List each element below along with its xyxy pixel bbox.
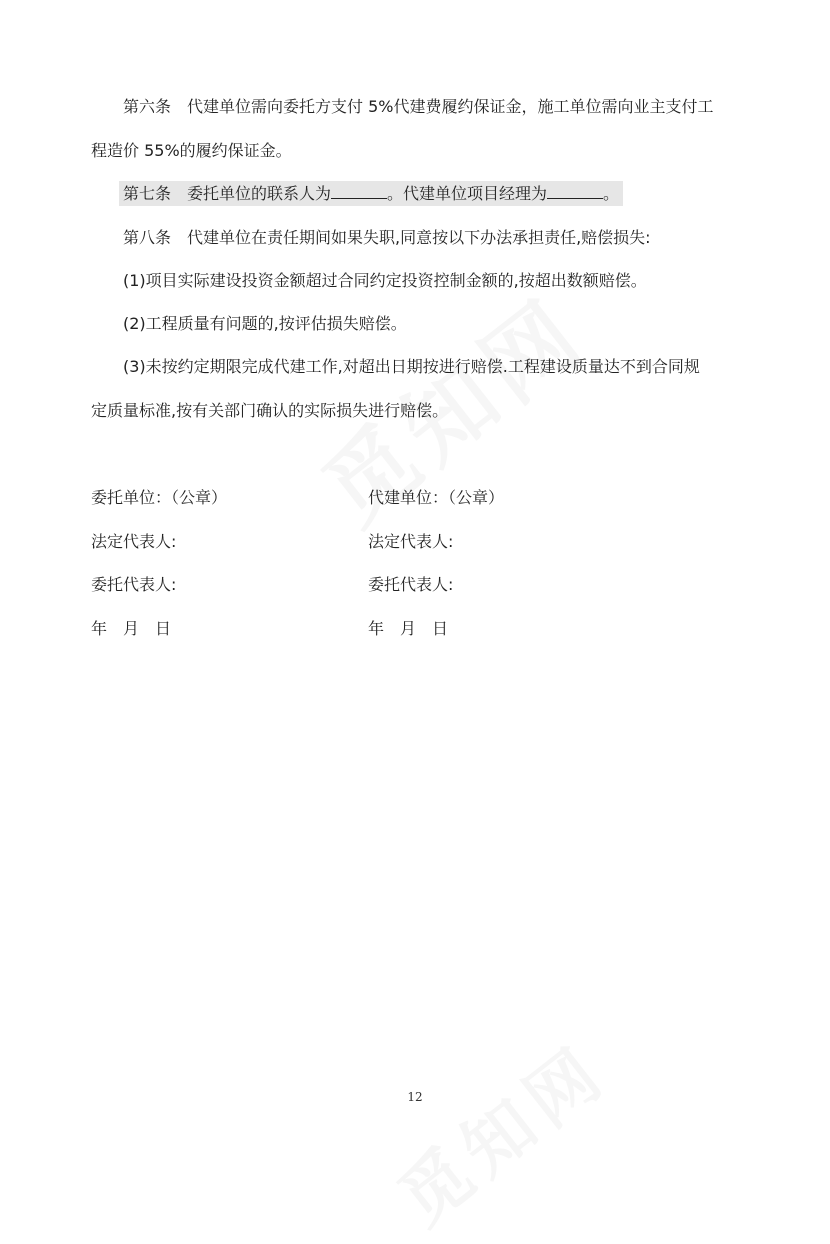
article-8-item-3-line-2: 定质量标准,按有关部门确认的实际损失进行赔偿。 bbox=[91, 401, 449, 420]
client-unit-seal: 委托单位：（公章） bbox=[91, 488, 228, 507]
article-7-part-3: 。 bbox=[603, 184, 620, 203]
contact-blank bbox=[331, 184, 387, 199]
agent-unit-seal: 代建单位：（公章） bbox=[368, 488, 505, 507]
article-7-highlight bbox=[119, 181, 623, 206]
article-6-line-1: 第六条 代建单位需向委托方支付 5%代建费履约保证金，施工单位需向业主支付工 bbox=[123, 97, 714, 116]
client-authorized-representative: 委托代表人: bbox=[91, 575, 177, 594]
article-7-part-2: 。代建单位项目经理为 bbox=[387, 184, 548, 203]
agent-date: 年 月 日 bbox=[368, 619, 449, 638]
article-7-part-1: 第七条 委托单位的联系人为 bbox=[123, 184, 332, 203]
article-8-item-3-line-1: (3)未按约定期限完成代建工作,对超出日期按进行赔偿.工程建设质量达不到合同规 bbox=[123, 357, 700, 376]
agent-authorized-representative: 委托代表人: bbox=[368, 575, 454, 594]
client-legal-representative: 法定代表人: bbox=[91, 532, 177, 551]
page-number: 12 bbox=[407, 1090, 423, 1104]
article-7 bbox=[123, 184, 623, 204]
agent-legal-representative: 法定代表人: bbox=[368, 532, 454, 551]
manager-blank bbox=[547, 184, 603, 199]
article-8-intro: 第八条 代建单位在责任期间如果失职,同意按以下办法承担责任,赔偿损失: bbox=[123, 228, 651, 247]
article-6-line-2: 程造价 55%的履约保证金。 bbox=[91, 141, 292, 160]
article-8-item-2: (2)工程质量有问题的,按评估损失赔偿。 bbox=[123, 314, 407, 333]
article-8-item-1: (1)项目实际建设投资金额超过合同约定投资控制金额的,按超出数额赔偿。 bbox=[123, 271, 647, 290]
client-date: 年 月 日 bbox=[91, 619, 172, 638]
